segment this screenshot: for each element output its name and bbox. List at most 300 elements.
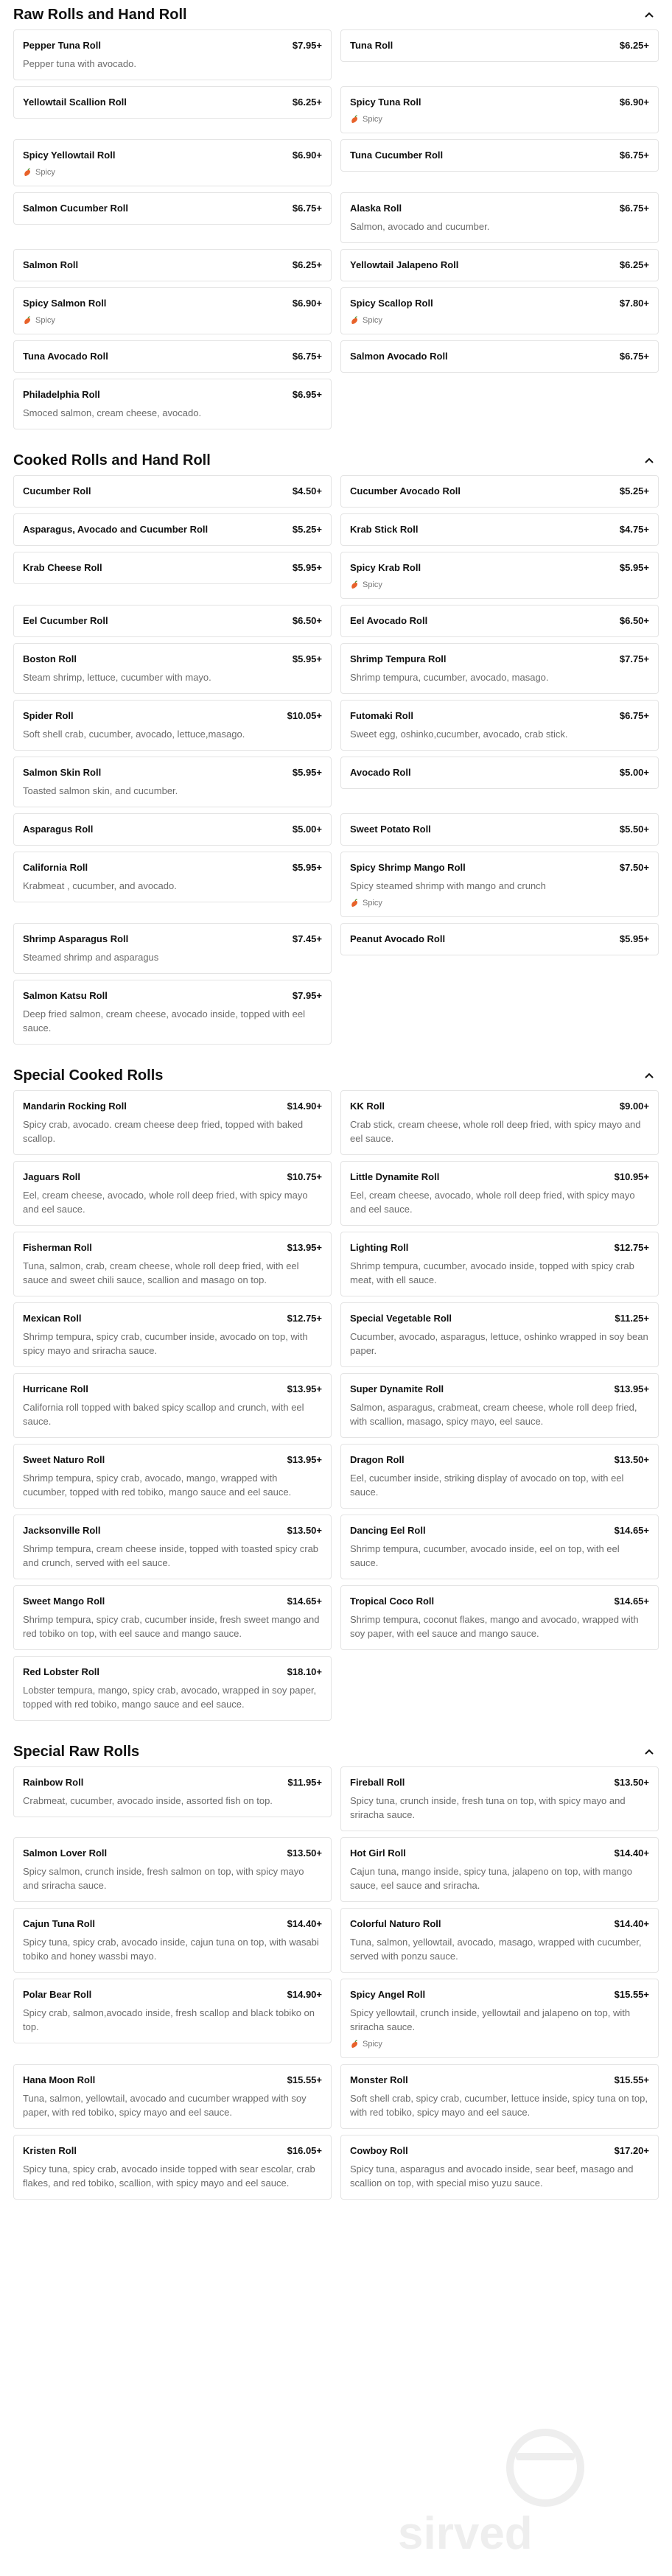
menu-item-price: $6.90+ — [292, 298, 322, 309]
menu-item-name: Rainbow Roll — [23, 1777, 84, 1788]
menu-item-price: $6.75+ — [619, 150, 649, 161]
menu-item-header — [23, 1595, 322, 1608]
menu-item-price: $17.20+ — [614, 2145, 649, 2156]
menu-item-price: $6.95+ — [292, 389, 322, 400]
menu-item-header — [23, 388, 322, 401]
menu-item-description: Shrimp tempura, coconut flakes, mango and avocado, wrapped with soy paper, with eel sauce and mango sauce. — [350, 1614, 639, 1639]
menu-item-price: $6.75+ — [619, 710, 649, 721]
menu-item-name: Salmon Cucumber Roll — [23, 203, 129, 214]
menu-item-header — [350, 561, 649, 575]
menu-item-tuna-roll[interactable] — [340, 29, 659, 62]
menu-grid — [13, 1766, 659, 2200]
menu-item-header — [23, 861, 322, 874]
menu-item-name: Kristen Roll — [23, 2145, 77, 2156]
menu-item-name: Hurricane Roll — [23, 1383, 88, 1394]
menu-item-name: Salmon Katsu Roll — [23, 990, 108, 1001]
menu-item-description: Steam shrimp, lettuce, cucumber with mayo. — [23, 672, 211, 683]
menu-item-salmon-cucumber-roll[interactable] — [13, 192, 332, 225]
section-special-cooked-rolls — [13, 1061, 659, 1737]
menu-item-header — [350, 1847, 649, 1860]
menu-item-description: Spicy crab, salmon,avocado inside, fresh scallop and black tobiko on top. — [23, 2007, 315, 2032]
menu-item-name: Boston Roll — [23, 653, 77, 664]
menu-item-cajun-tuna-roll[interactable] — [13, 1908, 332, 1973]
menu-item-name: Peanut Avocado Roll — [350, 933, 446, 944]
menu-item-header — [350, 1595, 649, 1608]
menu-item-spicy-salmon-roll[interactable] — [13, 287, 332, 334]
menu-item-header — [350, 2074, 649, 2087]
spicy-label: Spicy — [35, 168, 55, 177]
menu-item-price: $12.75+ — [614, 1242, 649, 1253]
menu-item-price: $14.65+ — [614, 1596, 649, 1607]
menu-item-peanut-avocado-roll[interactable] — [340, 923, 659, 955]
menu-item-little-dynamite-roll[interactable] — [340, 1161, 659, 1226]
menu-item-description: Shrimp tempura, cucumber, avocado inside, eel on top, with eel sauce. — [350, 1543, 620, 1568]
menu-item-dancing-eel-roll[interactable] — [340, 1515, 659, 1579]
menu-item-price: $15.55+ — [614, 2074, 649, 2085]
menu-item-salmon-roll[interactable] — [13, 249, 332, 281]
menu-item-header — [23, 1524, 322, 1537]
menu-item-description: Salmon, asparagus, crabmeat, cream cheese, whole roll deep fried, with scallion, masago, spicy mayo, eel sauce. — [350, 1402, 637, 1427]
menu-item-description: Spicy tuna, asparagus and avocado inside, sear beef, masago and scallion on top, with special miso yuzu sauce. — [350, 2163, 634, 2189]
spicy-label: Spicy — [35, 316, 55, 325]
menu-item-price: $6.25+ — [292, 96, 322, 108]
chili-pepper-icon — [350, 2040, 363, 2049]
menu-item-sweet-mango-roll[interactable] — [13, 1585, 332, 1650]
menu-item-name: Polar Bear Roll — [23, 1989, 92, 2000]
menu-item-price: $14.40+ — [614, 1847, 649, 1859]
menu-item-name: Spicy Salmon Roll — [23, 298, 107, 309]
menu-item-description: Shrimp tempura, spicy crab, cucumber inside, avocado on top, with spicy mayo and sriracha sauce. — [23, 1331, 308, 1356]
menu-item-name: Shrimp Tempura Roll — [350, 653, 447, 664]
spicy-label: Spicy — [363, 115, 382, 124]
menu-item-cucumber-roll[interactable] — [13, 475, 332, 508]
menu-item-name: Salmon Roll — [23, 259, 79, 270]
menu-item-spicy-krab-roll[interactable] — [340, 552, 659, 599]
menu-item-name: Avocado Roll — [350, 767, 411, 778]
menu-item-price: $7.50+ — [619, 862, 649, 873]
menu-item-header — [23, 202, 322, 215]
menu-item-description: Pepper tuna with avocado. — [23, 58, 136, 69]
menu-item-description: Soft shell crab, cucumber, avocado, lettuce,masago. — [23, 729, 245, 740]
menu-grid — [13, 1090, 659, 1721]
menu-item-price: $5.95+ — [292, 767, 322, 778]
menu-item-name: Krab Stick Roll — [350, 524, 419, 535]
chili-pepper-icon — [350, 115, 363, 124]
menu-item-header — [350, 1453, 649, 1467]
menu-item-description: Steamed shrimp and asparagus — [23, 952, 159, 963]
menu-item-tuna-cucumber-roll[interactable] — [340, 139, 659, 172]
menu-item-price: $13.95+ — [287, 1454, 322, 1465]
menu-item-name: Spicy Angel Roll — [350, 1989, 426, 2000]
menu-item-name: Fireball Roll — [350, 1777, 405, 1788]
menu-item-name: Tuna Roll — [350, 40, 393, 51]
menu-item-boston-roll[interactable] — [13, 643, 332, 694]
menu-item-name: Sweet Potato Roll — [350, 824, 431, 835]
menu-item-header — [23, 1666, 322, 1679]
menu-item-price: $6.25+ — [619, 259, 649, 270]
menu-item-mandarin-rocking-roll[interactable] — [13, 1090, 332, 1155]
menu-item-price: $15.55+ — [287, 2074, 322, 2085]
section-title: Special Cooked Rolls — [13, 1067, 164, 1084]
menu-item-header — [350, 2144, 649, 2158]
menu-item-salmon-lover-roll[interactable] — [13, 1837, 332, 1902]
spicy-label: Spicy — [363, 316, 382, 325]
chevron-up-icon[interactable] — [644, 10, 654, 20]
menu-item-price: $5.95+ — [292, 562, 322, 573]
menu-item-header — [23, 823, 322, 836]
menu-item-price: $6.50+ — [619, 615, 649, 626]
menu-item-header — [350, 259, 649, 272]
menu-item-header — [23, 933, 322, 946]
menu-item-header — [350, 1312, 649, 1325]
chevron-up-icon[interactable] — [644, 1070, 654, 1081]
menu-item-header — [350, 861, 649, 874]
menu-item-header — [350, 350, 649, 363]
menu-item-name: Eel Avocado Roll — [350, 615, 428, 626]
menu-item-name: Hana Moon Roll — [23, 2074, 96, 2085]
menu-item-monster-roll[interactable] — [340, 2064, 659, 2129]
menu-item-price: $6.75+ — [619, 351, 649, 362]
section-cooked-rolls-and-hand-roll — [13, 446, 659, 1061]
menu-item-price: $6.50+ — [292, 615, 322, 626]
menu-item-header — [23, 1241, 322, 1254]
menu-item-philadelphia-roll[interactable] — [13, 379, 332, 429]
menu-item-eel-cucumber-roll[interactable] — [13, 605, 332, 637]
menu-item-tropical-coco-roll[interactable] — [340, 1585, 659, 1650]
menu-item-name: Special Vegetable Roll — [350, 1313, 452, 1324]
menu-item-krab-stick-roll[interactable] — [340, 513, 659, 546]
menu-item-lighting-roll[interactable] — [340, 1232, 659, 1296]
menu-item-header — [23, 39, 322, 52]
menu-item-name: Super Dynamite Roll — [350, 1383, 444, 1394]
menu-item-header — [350, 96, 649, 109]
menu-item-name: Philadelphia Roll — [23, 389, 100, 400]
menu-item-description: Spicy steamed shrimp with mango and crunch — [350, 880, 546, 891]
section-title: Raw Rolls and Hand Roll — [13, 6, 187, 23]
menu-item-spicy-scallop-roll[interactable] — [340, 287, 659, 334]
menu-item-krab-cheese-roll[interactable] — [13, 552, 332, 584]
menu-item-price: $7.80+ — [619, 298, 649, 309]
spicy-badge — [350, 2040, 649, 2049]
menu-item-header — [23, 1988, 322, 2001]
menu-item-spicy-angel-roll[interactable] — [340, 1979, 659, 2058]
menu-item-description: Eel, cream cheese, avocado, whole roll deep fried, with spicy mayo and eel sauce. — [350, 1190, 635, 1215]
menu-item-fisherman-roll[interactable] — [13, 1232, 332, 1296]
menu-item-name: Jaguars Roll — [23, 1171, 81, 1182]
menu-item-shrimp-tempura-roll[interactable] — [340, 643, 659, 694]
chili-pepper-icon — [23, 168, 35, 177]
menu-item-header — [350, 614, 649, 628]
menu-item-price: $14.65+ — [287, 1596, 322, 1607]
menu-item-header — [23, 1100, 322, 1113]
menu-item-spicy-tuna-roll[interactable] — [340, 86, 659, 133]
chili-pepper-icon — [350, 316, 363, 325]
menu-item-name: Asparagus Roll — [23, 824, 94, 835]
menu-item-price: $14.90+ — [287, 1989, 322, 2000]
menu-item-name: Salmon Skin Roll — [23, 767, 102, 778]
menu-item-description: Crab stick, cream cheese, whole roll deep fried, with spicy mayo and eel sauce. — [350, 1119, 641, 1144]
menu-item-eel-avocado-roll[interactable] — [340, 605, 659, 637]
menu-item-dragon-roll[interactable] — [340, 1444, 659, 1509]
menu-item-colorful-naturo-roll[interactable] — [340, 1908, 659, 1973]
menu-item-price: $14.90+ — [287, 1101, 322, 1112]
menu-item-description: Spicy tuna, crunch inside, fresh tuna on top, with spicy mayo and sriracha sauce. — [350, 1795, 626, 1820]
menu-item-jaguars-roll[interactable] — [13, 1161, 332, 1226]
menu-item-name: Pepper Tuna Roll — [23, 40, 101, 51]
menu-item-price: $7.95+ — [292, 40, 322, 51]
menu-item-header — [23, 149, 322, 162]
menu-item-kristen-roll[interactable] — [13, 2135, 332, 2200]
menu-item-jacksonville-roll[interactable] — [13, 1515, 332, 1579]
menu-item-description: Toasted salmon skin, and cucumber. — [23, 785, 178, 796]
menu-item-spicy-yellowtail-roll[interactable] — [13, 139, 332, 186]
menu-item-header — [350, 39, 649, 52]
menu-item-name: Cucumber Avocado Roll — [350, 485, 461, 496]
menu-item-pepper-tuna-roll[interactable] — [13, 29, 332, 80]
chevron-up-icon[interactable] — [644, 1747, 654, 1757]
menu-item-name: Fisherman Roll — [23, 1242, 92, 1253]
menu-item-header — [350, 1241, 649, 1254]
menu-item-header — [350, 1524, 649, 1537]
menu-item-avocado-roll[interactable] — [340, 757, 659, 789]
menu-item-red-lobster-roll[interactable] — [13, 1656, 332, 1721]
menu-item-header — [350, 485, 649, 498]
menu-item-salmon-skin-roll[interactable] — [13, 757, 332, 807]
menu-item-name: Spicy Tuna Roll — [350, 96, 421, 108]
menu-item-price: $5.95+ — [619, 562, 649, 573]
menu-item-alaska-roll[interactable] — [340, 192, 659, 243]
menu-item-price: $13.50+ — [614, 1777, 649, 1788]
menu-item-header — [350, 1917, 649, 1931]
menu-item-polar-bear-roll[interactable] — [13, 1979, 332, 2043]
menu-item-description: Shrimp tempura, cream cheese inside, topped with toasted spicy crab and crunch, served with eel sauce. — [23, 1543, 319, 1568]
menu-item-name: Little Dynamite Roll — [350, 1171, 440, 1182]
menu-item-price: $5.95+ — [292, 653, 322, 664]
section-title: Cooked Rolls and Hand Roll — [13, 452, 211, 468]
menu-item-description: Tuna, salmon, yellowtail, avocado and cucumber wrapped with soy paper, with red tobiko, spicy mayo and eel sauce. — [23, 2093, 307, 2118]
menu-item-header — [23, 989, 322, 1003]
menu-item-price: $6.25+ — [619, 40, 649, 51]
menu-item-name: Cucumber Roll — [23, 485, 91, 496]
menu-item-header — [350, 297, 649, 310]
menu-item-futomaki-roll[interactable] — [340, 700, 659, 751]
menu-item-name: Asparagus, Avocado and Cucumber Roll — [23, 524, 209, 535]
menu-item-description: Eel, cucumber inside, striking display of avocado on top, with eel sauce. — [350, 1473, 624, 1498]
menu-item-price: $5.95+ — [292, 862, 322, 873]
menu-item-name: Hot Girl Roll — [350, 1847, 406, 1859]
menu-item-yellowtail-scallion-roll[interactable] — [13, 86, 332, 119]
section-title: Special Raw Rolls — [13, 1743, 140, 1760]
menu-item-header — [350, 202, 649, 215]
menu-item-name: Cajun Tuna Roll — [23, 1918, 95, 1929]
menu-item-header — [350, 933, 649, 946]
menu-item-price: $13.50+ — [614, 1454, 649, 1465]
menu-item-description: Lobster tempura, mango, spicy crab, avocado, wrapped in soy paper, topped with red tobiko, mango sauce and eel sauce. — [23, 1685, 317, 1710]
chili-pepper-icon — [350, 580, 363, 589]
menu-item-header — [23, 297, 322, 310]
menu-item-california-roll[interactable] — [13, 852, 332, 902]
menu-item-salmon-avocado-roll[interactable] — [340, 340, 659, 373]
menu-item-header — [350, 823, 649, 836]
menu-item-name: Sweet Naturo Roll — [23, 1454, 105, 1465]
menu-item-shrimp-asparagus-roll[interactable] — [13, 923, 332, 974]
menu-item-description: Smoced salmon, cream cheese, avocado. — [23, 407, 202, 418]
menu-item-rainbow-roll[interactable] — [13, 1766, 332, 1817]
menu-item-header — [350, 1988, 649, 2001]
menu-item-sweet-naturo-roll[interactable] — [13, 1444, 332, 1509]
menu-item-name: Lighting Roll — [350, 1242, 409, 1253]
menu-item-description: Shrimp tempura, spicy crab, cucumber inside, fresh sweet mango and red tobiko on top, with eel sauce and mango sauce. — [23, 1614, 320, 1639]
menu-item-price: $13.95+ — [287, 1383, 322, 1394]
menu-item-price: $16.05+ — [287, 2145, 322, 2156]
menu-item-name: Monster Roll — [350, 2074, 408, 2085]
menu-item-mexican-roll[interactable] — [13, 1302, 332, 1367]
menu-item-header — [23, 1383, 322, 1396]
menu-item-name: Alaska Roll — [350, 203, 402, 214]
menu-item-price: $6.90+ — [292, 150, 322, 161]
menu-item-description: Cucumber, avocado, asparagus, lettuce, oshinko wrapped in soy bean paper. — [350, 1331, 648, 1356]
menu-item-price: $6.75+ — [292, 203, 322, 214]
section-header[interactable] — [13, 1061, 659, 1090]
menu-item-name: Futomaki Roll — [350, 710, 413, 721]
menu-item-header — [23, 1312, 322, 1325]
menu-item-header — [350, 766, 649, 779]
spicy-label: Spicy — [363, 2040, 382, 2049]
menu-item-price: $11.25+ — [615, 1313, 649, 1324]
menu-item-name: Spicy Yellowtail Roll — [23, 150, 116, 161]
menu-item-header — [350, 1171, 649, 1184]
menu-item-cowboy-roll[interactable] — [340, 2135, 659, 2200]
chevron-up-icon[interactable] — [644, 455, 654, 466]
menu-item-price: $13.50+ — [287, 1525, 322, 1536]
section-header[interactable] — [13, 0, 659, 29]
spicy-badge — [350, 115, 649, 124]
menu-item-price: $7.95+ — [292, 990, 322, 1001]
menu-grid — [13, 475, 659, 1045]
menu-item-header — [350, 653, 649, 666]
sirved-watermark — [368, 2424, 663, 2571]
menu-item-description: Tuna, salmon, crab, cream cheese, whole roll deep fried, with eel sauce and sweet chili sauce, scallion and masago on top. — [23, 1260, 299, 1285]
menu-item-header — [350, 709, 649, 723]
menu-item-description: Soft shell crab, spicy crab, cucumber, lettuce inside, spicy tuna on top, with red tobiko, spicy mayo and eel sauce. — [350, 2093, 648, 2118]
menu-item-price: $15.55+ — [614, 1989, 649, 2000]
section-raw-rolls-and-hand-roll — [13, 0, 659, 446]
menu-item-description: Spicy yellowtail, crunch inside, yellowtail and jalapeno on top, with sriracha sauce. — [350, 2007, 631, 2032]
menu-item-price: $14.40+ — [287, 1918, 322, 1929]
chili-pepper-icon — [350, 899, 363, 908]
menu-item-kk-roll[interactable] — [340, 1090, 659, 1155]
menu-item-name: Mexican Roll — [23, 1313, 82, 1324]
menu-item-name: Salmon Lover Roll — [23, 1847, 108, 1859]
menu-item-price: $14.40+ — [614, 1918, 649, 1929]
menu-item-special-vegetable-roll[interactable] — [340, 1302, 659, 1367]
menu-item-header — [350, 523, 649, 536]
menu-item-name: Spicy Krab Roll — [350, 562, 421, 573]
menu-item-name: Yellowtail Scallion Roll — [23, 96, 127, 108]
spicy-badge — [23, 168, 322, 177]
menu-item-salmon-katsu-roll[interactable] — [13, 980, 332, 1045]
menu-item-fireball-roll[interactable] — [340, 1766, 659, 1831]
menu-item-price: $10.05+ — [287, 710, 322, 721]
menu-item-description: Krabmeat , cucumber, and avocado. — [23, 880, 177, 891]
menu-item-name: Red Lobster Roll — [23, 1666, 100, 1677]
spicy-badge — [23, 316, 322, 325]
menu-item-yellowtail-jalapeno-roll[interactable] — [340, 249, 659, 281]
menu-item-price: $5.95+ — [619, 933, 649, 944]
menu-item-description: Crabmeat, cucumber, avocado inside, assorted fish on top. — [23, 1795, 273, 1806]
menu-item-sweet-potato-roll[interactable] — [340, 813, 659, 846]
menu-item-price: $7.75+ — [619, 653, 649, 664]
menu-item-cucumber-avocado-roll[interactable] — [340, 475, 659, 508]
menu-item-hot-girl-roll[interactable] — [340, 1837, 659, 1902]
menu-item-name: Jacksonville Roll — [23, 1525, 101, 1536]
menu-item-description: Salmon, avocado and cucumber. — [350, 221, 490, 232]
menu-item-name: Shrimp Asparagus Roll — [23, 933, 129, 944]
menu-item-asparagus-roll[interactable] — [13, 813, 332, 846]
menu-item-description: Spicy salmon, crunch inside, fresh salmon on top, with spicy mayo and sriracha sauce. — [23, 1866, 304, 1891]
spicy-label: Spicy — [363, 899, 382, 908]
menu-item-tuna-avocado-roll[interactable] — [13, 340, 332, 373]
menu-item-hurricane-roll[interactable] — [13, 1373, 332, 1438]
menu-item-price: $13.95+ — [287, 1242, 322, 1253]
section-special-raw-rolls — [13, 1737, 659, 2216]
menu-item-asparagus-avocado-and-cucumber-roll[interactable] — [13, 513, 332, 546]
menu-item-name: Sweet Mango Roll — [23, 1596, 105, 1607]
menu-item-header — [23, 350, 322, 363]
menu-item-spicy-shrimp-mango-roll[interactable] — [340, 852, 659, 917]
menu-item-name: Yellowtail Jalapeno Roll — [350, 259, 459, 270]
menu-item-description: Shrimp tempura, cucumber, avocado inside, topped with spicy crab meat, with ell sauce. — [350, 1260, 634, 1285]
menu-item-name: Eel Cucumber Roll — [23, 615, 108, 626]
menu-item-super-dynamite-roll[interactable] — [340, 1373, 659, 1438]
menu-item-header — [23, 485, 322, 498]
menu-item-name: KK Roll — [350, 1101, 385, 1112]
menu-item-price: $6.25+ — [292, 259, 322, 270]
menu-item-price: $12.75+ — [287, 1313, 322, 1324]
menu-item-price: $5.00+ — [292, 824, 322, 835]
menu-item-price: $10.95+ — [614, 1171, 649, 1182]
menu-item-price: $6.75+ — [292, 351, 322, 362]
spicy-badge — [350, 316, 649, 325]
menu-item-price: $5.25+ — [619, 485, 649, 496]
menu-item-header — [350, 1383, 649, 1396]
menu-item-price: $5.25+ — [292, 524, 322, 535]
menu-item-name: Salmon Avocado Roll — [350, 351, 448, 362]
section-header[interactable] — [13, 1737, 659, 1766]
menu-item-header — [23, 2074, 322, 2087]
menu-item-header — [23, 1171, 322, 1184]
menu-item-price: $10.75+ — [287, 1171, 322, 1182]
menu-item-header — [23, 2144, 322, 2158]
menu-item-price: $6.90+ — [619, 96, 649, 108]
section-header[interactable] — [13, 446, 659, 475]
menu-item-header — [23, 709, 322, 723]
menu-item-description: Spicy crab, avocado. cream cheese deep fried, topped with baked scallop. — [23, 1119, 304, 1144]
menu-item-hana-moon-roll[interactable] — [13, 2064, 332, 2129]
menu-item-name: Cowboy Roll — [350, 2145, 408, 2156]
menu-item-price: $13.95+ — [614, 1383, 649, 1394]
menu-item-header — [23, 653, 322, 666]
menu-item-spider-roll[interactable] — [13, 700, 332, 751]
menu-item-price: $7.45+ — [292, 933, 322, 944]
menu-item-price: $14.65+ — [614, 1525, 649, 1536]
menu-item-header — [23, 614, 322, 628]
menu-item-name: Dragon Roll — [350, 1454, 405, 1465]
menu-item-name: Mandarin Rocking Roll — [23, 1101, 127, 1112]
menu-item-header — [23, 766, 322, 779]
menu-item-header — [23, 1453, 322, 1467]
menu-item-name: California Roll — [23, 862, 88, 873]
